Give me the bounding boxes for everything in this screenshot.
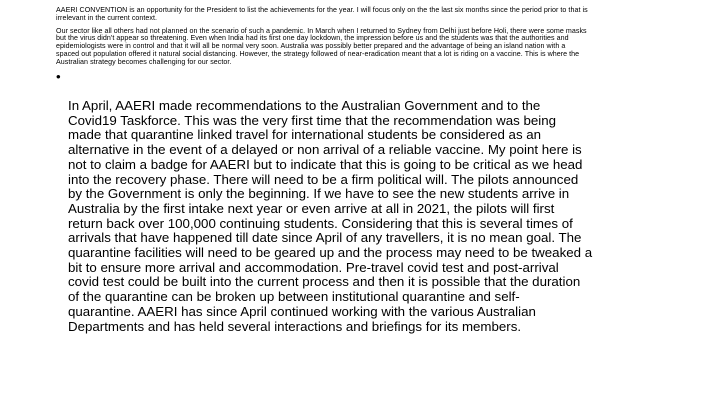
- intro-paragraph: AAERI CONVENTION is an opportunity for the President to list the achievements for the year. I will focus only on the the last six months since the period prior to that is irrelevant in the current context.: [56, 6, 588, 22]
- bullet-item: [56, 68, 702, 335]
- bullet-list: [56, 70, 702, 335]
- context-paragraph: Our sector like all others had not planned on the scenario of such a pandemic. In March when I returned to Sydney from Delhi just before Holi, there were some masks but the virus didn't appear so threatening. Even when India had its first one day lockdown, the impression before us and the students was that the authorities and epidemiologists were in control and that it will all be normal very soon. Australia was possibly better prepared and the advantage of being an island nation with a spaced out population offered it natural social distancing. However, the strategy followed of near-eradication meant that a lot is riding on a vaccine. This is where the Australian strategy becomes challenging for our sector.: [56, 26, 587, 66]
- bullet-marker: •: [56, 68, 61, 84]
- bullet-text: In April, AAERI made recommendations to the Australian Government and to the Covid19 Taskforce. This was the very first time that the recommendation was being made that quarantine linked travel for international students be considered as an alternative in the event of a delayed or non arrival of a reliable vaccine. My point here is not to claim a badge for AAERI but to indicate that this is going to be critical as we head into the recovery phase. There will need to be a firm political will. The pilots announced by the Government is only the beginning. If we have to see the new students arrive in Australia by the first intake next year or even arrive at all in 2021, the pilots will first return back over 100,000 continuing students. Considering that this is several times of arrivals that have happened till date since April of any travellers, it is no mean goal. The quarantine facilities will need to be geared up and the process may need to be tweaked a bit to ensure more arrival and accommodation. Pre-travel covid test and post-arrival covid test could be built into the current process and then it is possible that the duration of the quarantine can be broken up between institutional quarantine and self- quarantine. AAERI has since April continued working with the various Australian Departments and has held several interactions and briefings for its members.: [68, 97, 593, 334]
